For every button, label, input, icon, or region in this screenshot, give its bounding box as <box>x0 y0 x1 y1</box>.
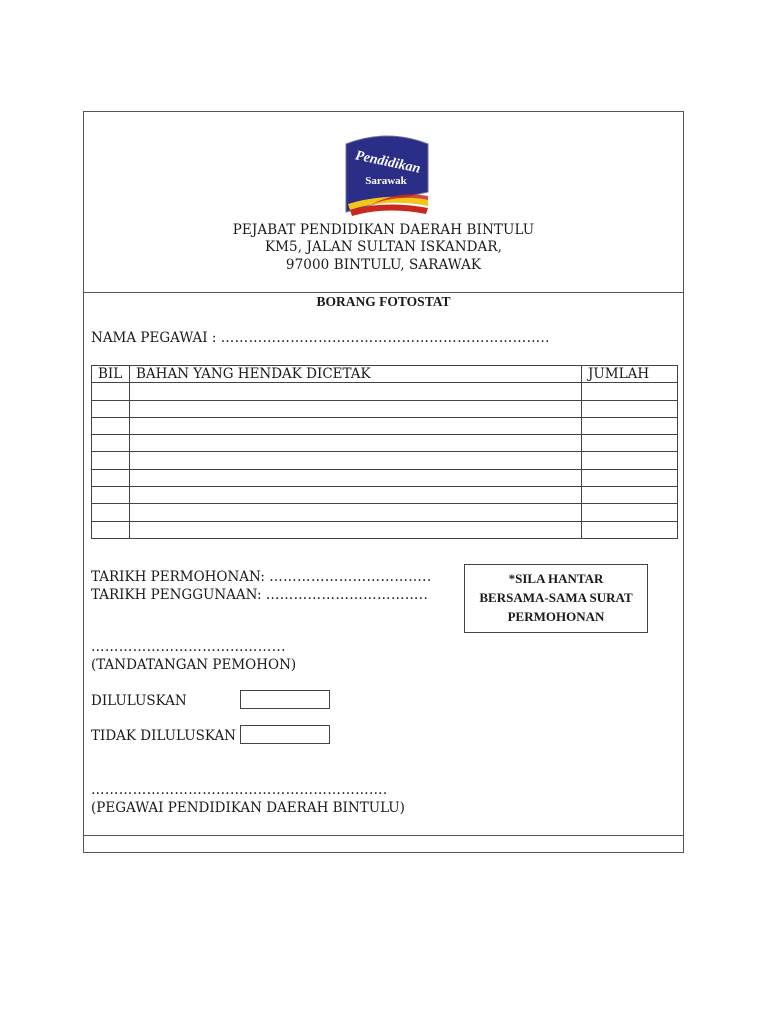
tarikh-permohonan-field[interactable] <box>91 569 432 585</box>
tarikh-permohonan-dots: …………………………….. <box>269 569 432 585</box>
jumlah-cell[interactable] <box>582 400 678 417</box>
header-bil: BIL <box>92 366 130 383</box>
bahan-cell[interactable] <box>130 521 582 538</box>
logo-text-sarawak: Sarawak <box>365 175 407 187</box>
items-table <box>91 365 678 539</box>
form-title: BORANG FOTOSTAT <box>316 294 451 309</box>
table-row[interactable] <box>92 521 678 538</box>
approved-checkbox[interactable] <box>240 690 330 709</box>
jumlah-cell[interactable] <box>582 383 678 400</box>
table-row[interactable] <box>92 487 678 504</box>
form-frame <box>83 111 684 853</box>
bil-cell[interactable] <box>92 417 130 434</box>
jumlah-cell[interactable] <box>582 521 678 538</box>
footer-divider <box>84 835 683 836</box>
jumlah-cell[interactable] <box>582 452 678 469</box>
rejected-checkbox[interactable] <box>240 725 330 744</box>
office-address-1: KM5, JALAN SULTAN ISKANDAR, <box>264 239 503 255</box>
table-header-row <box>92 366 678 383</box>
nama-pegawai-dots: …………………………………………………………….. <box>220 330 550 346</box>
header-bahan: BAHAN YANG HENDAK DICETAK <box>130 366 582 383</box>
pendidikan-sarawak-logo <box>342 134 432 216</box>
form-header <box>84 112 683 293</box>
bahan-cell[interactable] <box>130 400 582 417</box>
office-address-2: 97000 BINTULU, SARAWAK <box>285 257 482 273</box>
office-name: PEJABAT PENDIDIKAN DAERAH BINTULU <box>232 222 535 238</box>
bahan-cell[interactable] <box>130 383 582 400</box>
jumlah-cell[interactable] <box>582 487 678 504</box>
bil-cell[interactable] <box>92 400 130 417</box>
bil-cell[interactable] <box>92 504 130 521</box>
bil-cell[interactable] <box>92 469 130 486</box>
attachment-note <box>464 564 648 633</box>
table-row[interactable] <box>92 452 678 469</box>
header-jumlah: JUMLAH <box>582 366 678 383</box>
officer-label: (PEGAWAI PENDIDIKAN DAERAH BINTULU) <box>91 800 405 816</box>
jumlah-cell[interactable] <box>582 435 678 452</box>
table-row[interactable] <box>92 469 678 486</box>
tarikh-penggunaan-field[interactable] <box>91 587 428 603</box>
bil-cell[interactable] <box>92 383 130 400</box>
table-row[interactable] <box>92 417 678 434</box>
rejected-label: TIDAK DILULUSKAN <box>91 728 236 744</box>
nama-pegawai-label: NAMA PEGAWAI : <box>91 330 217 346</box>
note-line-3: PERMOHONAN <box>507 609 605 624</box>
bahan-cell[interactable] <box>130 469 582 486</box>
jumlah-cell[interactable] <box>582 469 678 486</box>
bil-cell[interactable] <box>92 452 130 469</box>
signature-line[interactable]: …………………………………... <box>91 639 286 655</box>
table-row[interactable] <box>92 435 678 452</box>
signature-label: (TANDATANGAN PEMOHON) <box>91 657 297 673</box>
bahan-cell[interactable] <box>130 504 582 521</box>
nama-pegawai-field[interactable] <box>91 330 550 346</box>
jumlah-cell[interactable] <box>582 417 678 434</box>
table-row[interactable] <box>92 400 678 417</box>
note-line-1: *SILA HANTAR <box>508 571 604 586</box>
jumlah-cell[interactable] <box>582 504 678 521</box>
table-row[interactable] <box>92 383 678 400</box>
bahan-cell[interactable] <box>130 487 582 504</box>
logo-text-pendidikan: Pendidikan <box>353 148 422 177</box>
tarikh-penggunaan-label: TARIKH PENGGUNAAN: <box>91 587 262 603</box>
note-line-2: BERSAMA-SAMA SURAT <box>479 590 633 605</box>
tarikh-penggunaan-dots: …………………………….. <box>265 587 429 603</box>
bahan-cell[interactable] <box>130 417 582 434</box>
bahan-cell[interactable] <box>130 435 582 452</box>
approved-label: DILULUSKAN <box>91 693 187 709</box>
table-row[interactable] <box>92 504 678 521</box>
bahan-cell[interactable] <box>130 452 582 469</box>
tarikh-permohonan-label: TARIKH PERMOHONAN: <box>91 569 265 585</box>
bil-cell[interactable] <box>92 435 130 452</box>
officer-signature-line[interactable]: ………………………………………………………. <box>91 782 388 798</box>
bil-cell[interactable] <box>92 521 130 538</box>
bil-cell[interactable] <box>92 487 130 504</box>
